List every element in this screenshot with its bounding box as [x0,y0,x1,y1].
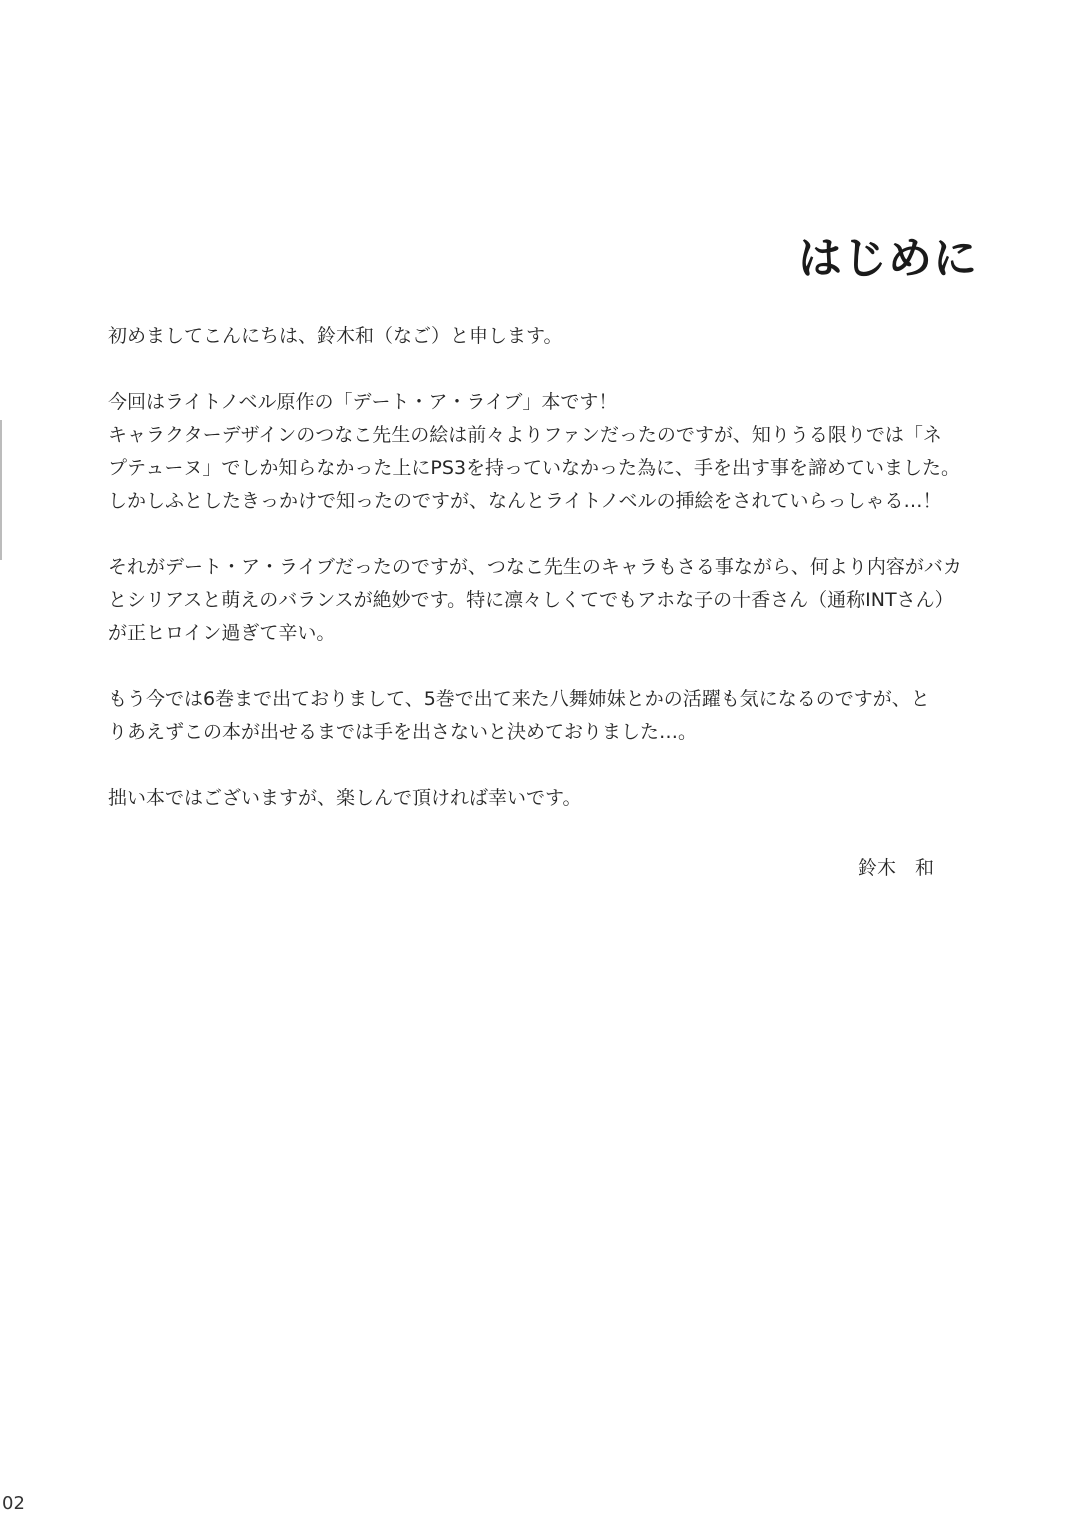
text-line: りあえずこの本が出せるまでは手を出さないと決めておりました…。 [108,721,698,743]
scan-edge-mark [0,420,2,560]
text-line: プテューヌ」でしか知らなかった上にPS3を持っていなかった為に、手を出す事を諦めていました。 [108,457,961,479]
paragraph-introduction [108,386,961,518]
text-line: が正ヒロイン過ぎて辛い。 [108,622,336,644]
text-line: 今回はライトノベル原作の「デート・ア・ライブ」本です！ [108,391,618,413]
page-number: 02 [2,1493,25,1514]
text-line: とシリアスと萌えのバランスが絶妙です。特に凛々しくてでもアホな子の十香さん（通称INTさん） [108,589,954,611]
page-title: はじめに [798,233,978,284]
paragraph-greeting [108,320,948,353]
author-signature: 鈴木 和 [857,857,934,879]
text-line: もう今では6巻まで出ておりまして、5巻で出て来た八舞姉妹とかの活躍も気になるのですが、と [108,688,930,710]
text-line: キャラクターデザインのつなこ先生の絵は前々よりファンだったのですが、知りうる限りでは「ネ [108,424,942,446]
text-line: それがデート・ア・ライブだったのですが、つなこ先生のキャラもさる事ながら、何より内容がバカ [108,556,962,578]
paragraph-closing [108,782,948,815]
text-line: 初めましてこんにちは、鈴木和（なご）と申します。 [108,325,563,347]
body-text [108,320,962,848]
text-line: しかしふとしたきっかけで知ったのですが、なんとライトノベルの挿絵をされていらっしゃる…！ [108,490,942,512]
paragraph-impressions [108,551,962,650]
paragraph-volumes [108,683,948,749]
text-line: 拙い本ではございますが、楽しんで頂ければ幸いです。 [108,787,582,809]
